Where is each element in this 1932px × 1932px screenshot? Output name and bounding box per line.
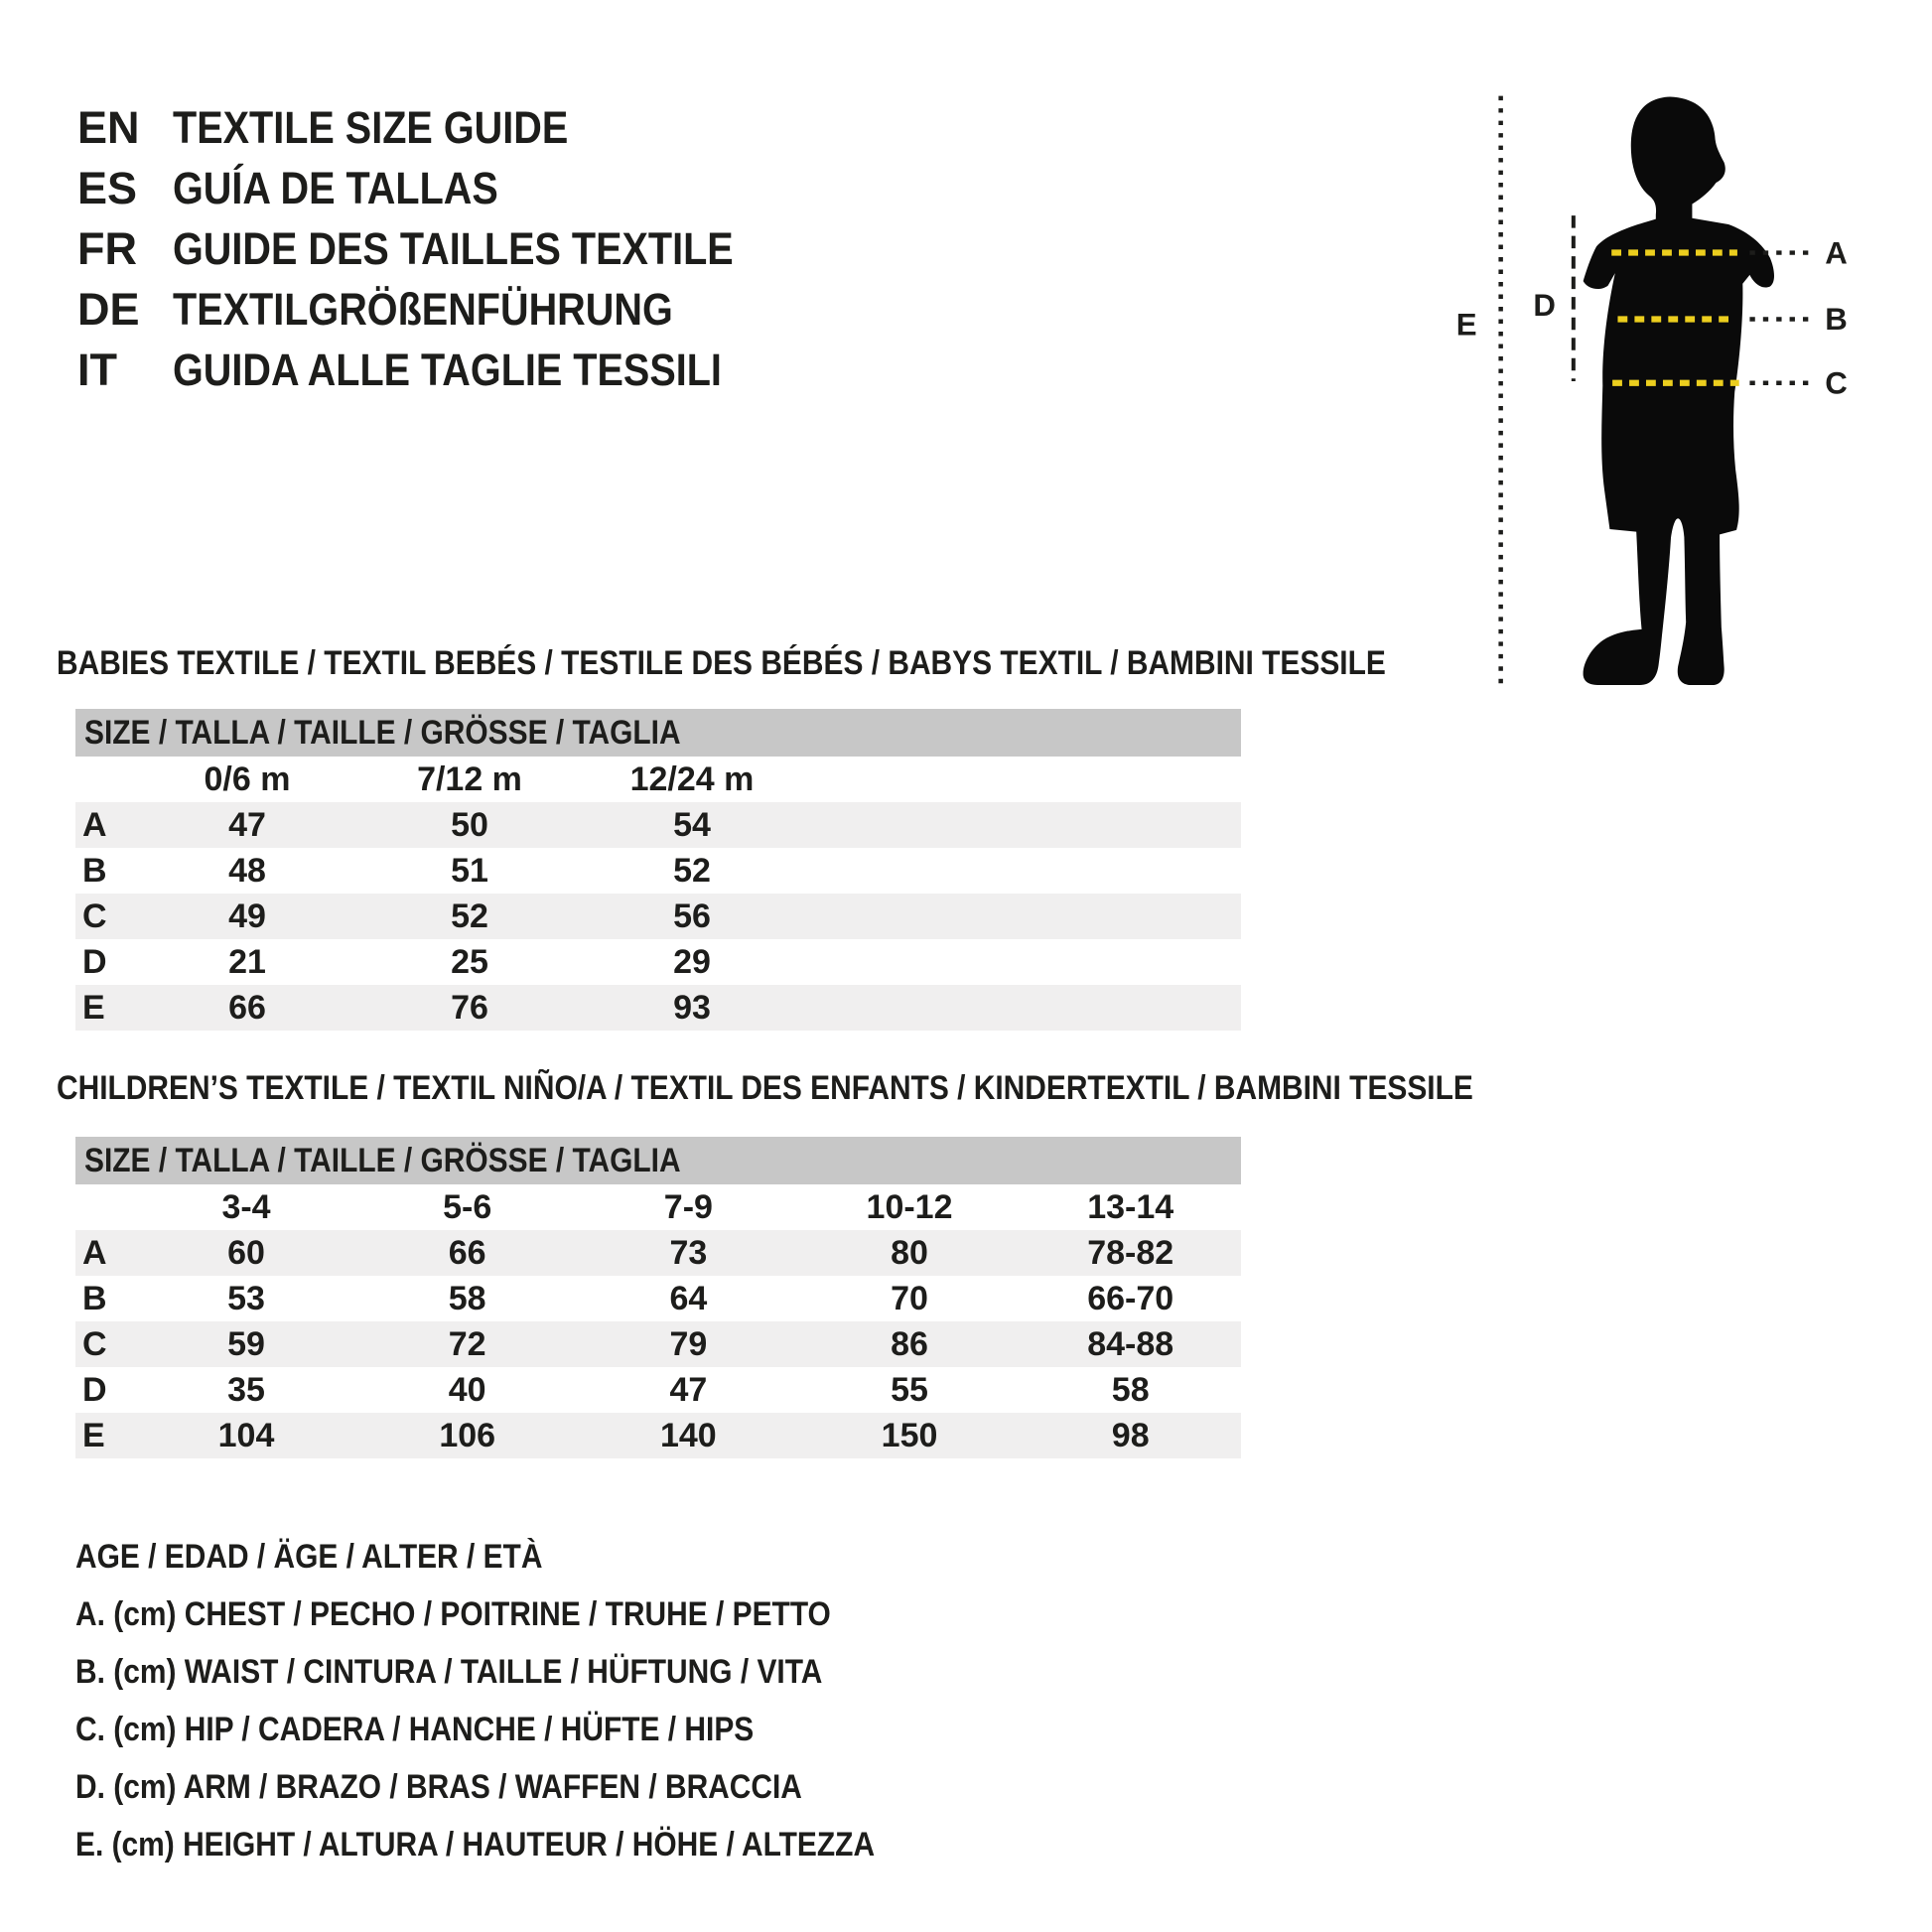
- title-text: TEXTILGRÖßENFÜHRUNG: [173, 284, 673, 335]
- hip-label: C: [1825, 365, 1848, 401]
- lang-code: FR: [77, 223, 137, 274]
- row-label: E: [82, 1416, 105, 1454]
- row-label: E: [82, 988, 105, 1027]
- row-label: D: [82, 942, 107, 981]
- cell: 70: [891, 1279, 928, 1317]
- cell: 64: [669, 1279, 708, 1317]
- legend-text: C. (cm) HIP / CADERA / HANCHE / HÜFTE / HIPS: [75, 1711, 755, 1748]
- cell: 79: [669, 1324, 708, 1363]
- legend-line-hip: [75, 1710, 984, 1767]
- row-label: A: [82, 1233, 107, 1272]
- child-silhouette: [1584, 96, 1774, 685]
- table-row: [75, 1230, 1241, 1276]
- legend-line-waist: [75, 1652, 984, 1710]
- table-row: [75, 1276, 1241, 1321]
- cell: 66: [448, 1233, 486, 1272]
- table-row: [75, 985, 1241, 1031]
- lang-code: ES: [77, 163, 138, 213]
- table-row: [75, 894, 1241, 939]
- row-label: B: [82, 1279, 107, 1317]
- cell: 66: [228, 988, 266, 1027]
- cell: 73: [669, 1233, 708, 1272]
- row-label: C: [82, 1324, 107, 1363]
- cell: 106: [439, 1416, 496, 1454]
- cell: 21: [228, 942, 266, 981]
- legend-line-height: [75, 1825, 984, 1882]
- legend-text: E. (cm) HEIGHT / ALTURA / HAUTEUR / HÖHE / ALTEZZA: [75, 1826, 876, 1863]
- row-label: D: [82, 1370, 107, 1409]
- children-heading-text: CHILDREN’S TEXTILE / TEXTIL NIÑO/A / TEXTIL DES ENFANTS / KINDERTEXTIL / BAMBINI TESSILE: [57, 1069, 1473, 1107]
- babies-size-table: [75, 709, 1241, 1031]
- title-row-de: [77, 285, 810, 345]
- legend-text: D. (cm) ARM / BRAZO / BRAS / WAFFEN / BRACCIA: [75, 1768, 802, 1806]
- row-label: A: [82, 805, 107, 844]
- legend-line-arm: [75, 1767, 984, 1825]
- cell: 48: [228, 851, 266, 890]
- cell: 47: [228, 805, 266, 844]
- legend-line-chest: [75, 1594, 984, 1652]
- column-header: 12/24 m: [629, 759, 755, 798]
- title-text: GUÍA DE TALLAS: [173, 163, 498, 213]
- cell: 59: [227, 1324, 265, 1363]
- title-row-it: [77, 345, 810, 406]
- cell: 25: [451, 942, 488, 981]
- lang-code: IT: [77, 345, 117, 395]
- table-row: [75, 848, 1241, 894]
- cell: 140: [659, 1416, 717, 1454]
- cell: 98: [1111, 1416, 1150, 1454]
- column-header: 7-9: [663, 1187, 713, 1226]
- children-column-header-row: [75, 1184, 1241, 1230]
- height-label: E: [1455, 307, 1477, 343]
- cell: 58: [448, 1279, 486, 1317]
- cell: 86: [891, 1324, 928, 1363]
- legend-text: B. (cm) WAIST / CINTURA / TAILLE / HÜFTUNG / VITA: [75, 1653, 823, 1691]
- language-title-block: [77, 103, 810, 406]
- table-row: [75, 802, 1241, 848]
- title-text: GUIDE DES TAILLES TEXTILE: [173, 223, 734, 274]
- children-section-heading: [57, 1068, 1666, 1108]
- column-header: 13-14: [1087, 1187, 1174, 1226]
- cell: 84-88: [1087, 1324, 1174, 1363]
- legend-text: A. (cm) CHEST / PECHO / POITRINE / TRUHE / PETTO: [75, 1595, 831, 1633]
- babies-column-header-row: [75, 757, 1241, 802]
- cell: 40: [448, 1370, 486, 1409]
- table-row: [75, 1413, 1241, 1458]
- title-row-fr: [77, 224, 810, 285]
- cell: 150: [881, 1416, 938, 1454]
- lang-code: DE: [77, 284, 140, 335]
- cell: 60: [227, 1233, 265, 1272]
- row-label: C: [82, 897, 107, 935]
- waist-label: B: [1825, 302, 1848, 338]
- cell: 47: [669, 1370, 708, 1409]
- cell: 35: [227, 1370, 265, 1409]
- babies-table-header-bar: [75, 709, 1241, 757]
- legend-text: AGE / EDAD / ÄGE / ALTER / ETÀ: [75, 1538, 543, 1576]
- chest-label: A: [1825, 235, 1848, 271]
- children-table-header-bar: [75, 1137, 1241, 1184]
- cell: 72: [448, 1324, 486, 1363]
- column-header: 3-4: [221, 1187, 271, 1226]
- cell: 29: [673, 942, 711, 981]
- column-header: 0/6 m: [204, 759, 291, 798]
- cell: 104: [217, 1416, 275, 1454]
- lang-code: EN: [77, 102, 140, 153]
- row-label: B: [82, 851, 107, 890]
- cell: 55: [891, 1370, 928, 1409]
- cell: 53: [227, 1279, 265, 1317]
- cell: 49: [228, 897, 266, 935]
- column-header: 7/12 m: [417, 759, 522, 798]
- babies-section-heading: [57, 643, 1567, 683]
- cell: 66-70: [1087, 1279, 1174, 1317]
- table-row: [75, 1367, 1241, 1413]
- column-header: 10-12: [866, 1187, 953, 1226]
- table-row: [75, 1321, 1241, 1367]
- title-text: TEXTILE SIZE GUIDE: [173, 102, 569, 153]
- arm-label: D: [1533, 287, 1556, 323]
- children-size-table: [75, 1137, 1241, 1458]
- cell: 52: [451, 897, 488, 935]
- cell: 52: [673, 851, 711, 890]
- table-row: [75, 939, 1241, 985]
- title-row-es: [77, 164, 810, 224]
- cell: 56: [673, 897, 711, 935]
- cell: 54: [673, 805, 711, 844]
- measurement-legend: [75, 1537, 984, 1882]
- cell: 93: [673, 988, 711, 1027]
- legend-line-age: [75, 1537, 984, 1594]
- cell: 80: [891, 1233, 928, 1272]
- cell: 58: [1111, 1370, 1150, 1409]
- column-header: 5-6: [443, 1187, 492, 1226]
- cell: 51: [451, 851, 488, 890]
- cell: 50: [451, 805, 488, 844]
- title-text: GUIDA ALLE TAGLIE TESSILI: [173, 345, 722, 395]
- size-header-text: SIZE / TALLA / TAILLE / GRÖSSE / TAGLIA: [84, 713, 681, 752]
- babies-heading-text: BABIES TEXTILE / TEXTIL BEBÉS / TESTILE DES BÉBÉS / BABYS TEXTIL / BAMBINI TESSILE: [57, 644, 1386, 682]
- cell: 76: [451, 988, 488, 1027]
- cell: 78-82: [1087, 1233, 1174, 1272]
- size-header-text: SIZE / TALLA / TAILLE / GRÖSSE / TAGLIA: [84, 1141, 681, 1179]
- title-row-en: [77, 103, 810, 164]
